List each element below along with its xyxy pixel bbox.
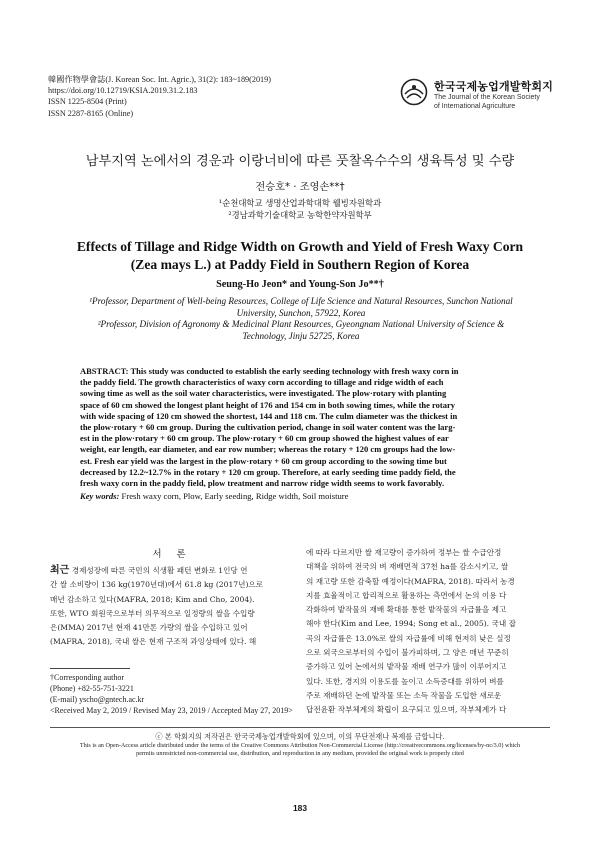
body-line: 곡의 자급률은 13.0%로 쌀의 자급률에 비해 현저히 낮은 실정 <box>306 633 511 643</box>
phone-number: (Phone) +82-55-751-3221 <box>50 684 134 693</box>
abstract-line: the plow·rotary + 60 cm group. During the cultivation period, change in soil water content was the larg- <box>80 422 456 433</box>
section-heading-introduction: 서 론 <box>152 549 192 560</box>
society-korean-name: 한국국제농업개발학회지 <box>434 80 554 93</box>
email-address[interactable]: (E-mail) yscho@gntech.ac.kr <box>50 695 145 704</box>
dropcap: 최근 <box>50 565 70 576</box>
abstract-line: space of 60 cm showed the longest plant height of 176 and 154 cm in both sowing times, while the rotary <box>80 399 456 410</box>
body-left-text <box>50 564 294 650</box>
license-line: This is an Open-Access article distributed under the terms of the Creative Commons Attribution Non-Commercial License (http://creativecommons.org/licenses/by-nc/3.0) which <box>79 742 521 749</box>
english-affiliation-line: ¹Professor, Department of Well-being Resources, College of Life Science and Natural Resources, Sunchon National <box>89 296 513 306</box>
body-right-column <box>306 546 550 718</box>
abstract-line: fresh waxy corn in the paddy field, plow treatment and narrow ridge width seems to work favorably. <box>80 478 445 489</box>
english-title <box>0 238 600 274</box>
body-line: 은(MMA) 2017년 현재 41만톤 가량의 쌀을 수입하고 있어 <box>50 623 248 633</box>
english-authors: Seung-Ho Jeon* and Young-Son Jo**† <box>216 279 384 290</box>
korean-affiliation-2: ²경남과학기술대학교 농학한약자원학부 <box>228 209 372 220</box>
body-line: (MAFRA, 2018), 국내 쌀은 현재 구조적 과잉상태에 있다. 해 <box>50 637 257 647</box>
abstract-line: the paddy field. The growth characteristics of waxy corn according to tillage and ridge width of each <box>80 377 444 388</box>
keywords-list: Fresh waxy corn, Plow, Early seeding, Ridge width, Soil moisture <box>121 491 349 502</box>
received-dates: <Received May 2, 2019 / Revised May 23, 2019 / Accepted May 27, 2019> <box>50 706 293 715</box>
english-title-line-2: (Zea mays L.) at Paddy Field in Southern Region of Korea <box>130 257 470 272</box>
abstract-line: decreased by 12.2~12.7% in the rotary + 120 cm group. Therefore, at early seeding time paddy field, the <box>80 466 456 477</box>
journal-citation: 韓國作物學會誌(J. Korean Soc. Int. Agric.), 31(2): 183~189(2019) <box>48 75 271 84</box>
body-line: 간 쌀 소비량이 136 kg(1970년대)에서 61.8 kg (2017년)으로 <box>50 580 264 590</box>
society-logo <box>400 76 570 120</box>
body-line: 최근 경제성장에 따른 국민의 식생활 패턴 변화로 1인당 연 <box>50 565 248 576</box>
society-emblem-icon <box>400 78 428 106</box>
body-line: 매년 감소하고 있다(MAFRA, 2018; Kim and Cho, 2004). <box>50 594 255 604</box>
page-number: 183 <box>293 803 307 813</box>
footnote-divider <box>50 668 130 669</box>
corresponding-author-label: †Corresponding author <box>50 673 124 682</box>
body-line: 답전윤환 작부체계의 확립이 요구되고 있으며, 작부체계가 다 <box>306 705 507 715</box>
abstract-line: sowing time as well as the soil water characteristics, were investigated. The plow·rotary with planting <box>80 388 447 399</box>
body-line: 으로 외국으로부터의 수입이 불가피하며, 그 양은 매년 꾸준히 <box>306 648 509 658</box>
body-line: 지를 효율적이고 합리적으로 활용하는 측면에서 논의 이용 다 <box>306 590 507 600</box>
korean-title: 남부지역 논에서의 경운과 이랑너비에 따른 풋찰옥수수의 생육특성 및 수량 <box>85 154 515 169</box>
korean-authors: 전승호* · 조영손**† <box>255 182 345 193</box>
body-line: 각화하여 밭작물의 재배 확대를 통한 밭작물의 자급률을 제고 <box>306 605 507 615</box>
abstract-line: ABSTRACT: This study was conducted to establish the early seeding technology with fresh waxy corn in <box>80 366 459 376</box>
abstract-section <box>80 366 520 516</box>
english-affiliations <box>62 296 540 342</box>
english-affiliation-line: Technology, Jinju 52725, Korea <box>242 330 360 341</box>
journal-info <box>48 74 271 119</box>
body-line: 에 따라 다르지만 쌀 재고량이 증가하여 정부는 쌀 수급안정 <box>306 548 502 557</box>
society-english-name: The Journal of the Korean Society of International Agriculture <box>434 94 540 110</box>
korean-affiliations <box>0 198 600 221</box>
body-line: 증가하고 있어 논에서의 밭작물 재배 연구가 많이 이루어지고 <box>306 662 507 672</box>
keywords-label: Key words: <box>80 491 120 502</box>
body-left-column <box>50 546 294 650</box>
english-title-line-1: Effects of Tillage and Ridge Width on Growth and Yield of Fresh Waxy Corn <box>76 239 524 254</box>
issn-print: ISSN 1225-8504 (Print) <box>48 97 127 107</box>
korean-affiliation-1: ¹순천대학교 생명산업과학대학 웰빙자원학과 <box>218 198 382 208</box>
abstract-line: with wide spacing of 120 cm showed the shortest, 144 and 118 cm. The culm diameter was the thickest in <box>80 410 458 421</box>
body-line: 또한, WTO 회원국으로부터 의무적으로 일정량의 쌀을 수입량 <box>50 608 255 618</box>
copyright-korean: ⓒ 본 학회지의 저작권은 한국국제농업개발학회에 있으며, 이의 무단전재나 복제를 금합니다. <box>155 732 445 741</box>
abstract-text <box>80 366 520 489</box>
body-line: 있다. 또한, 경지의 이용도를 높이고 소득증대를 위하여 벼를 <box>306 676 504 686</box>
body-right-text <box>306 546 550 718</box>
abstract-line: est in the plow·rotary + 60 cm group. The plow·rotary + 60 cm group showed the highest values of ear <box>80 433 449 444</box>
body-line: 의 재고량 또한 감축할 예정이다(MAFRA, 2018). 따라서 농경 <box>306 576 515 586</box>
english-affiliation-line: ²Professor, Division of Agronomy & Medicinal Plant Resources, Gyeongnam National University of Science & <box>97 319 505 330</box>
body-line: 해야 한다(Kim and Lee, 1994; Song et al., 2005). 국내 잡 <box>306 619 516 629</box>
abstract-line: weight, ear length, ear diameter, and ear row number; whereas the rotary + 120 cm groups had the low- <box>80 444 456 455</box>
doi-link[interactable]: https://doi.org/10.12719/KSIA.2019.31.2.183 <box>48 86 198 96</box>
license-notice <box>50 727 550 758</box>
body-line: 대책을 위하여 전국의 벼 재배면적 37천 ha를 감소시키고, 쌀 <box>306 562 509 572</box>
license-line: permits unrestricted non-commercial use, distribution, and reproduction in any medium, provided the original work is properly cited <box>136 750 464 758</box>
keywords <box>80 491 520 501</box>
issn-online: ISSN 2287-8165 (Online) <box>48 108 134 118</box>
abstract-line: est. Fresh ear yield was the largest in the plow·rotary + 60 cm group according to the sowing time but <box>80 455 447 466</box>
footnote <box>50 672 293 716</box>
body-line: 주로 재배하던 논에 밭작물 또는 소득 작물을 도입한 새로운 <box>306 690 502 700</box>
english-affiliation-line: University, Sunchon, 57922, Korea <box>236 307 366 318</box>
